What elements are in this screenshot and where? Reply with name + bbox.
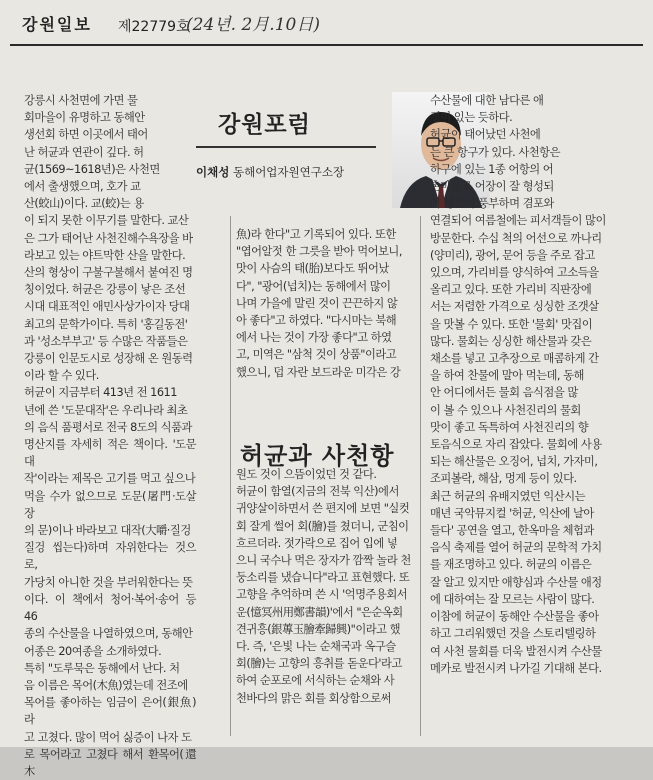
handwritten-date: (24년. 2月.10日)	[186, 15, 320, 35]
author-name: 이채성	[196, 165, 230, 179]
issue-number: 제22779호	[118, 19, 190, 35]
forum-title: 강원포럼	[218, 111, 311, 138]
column-divider	[230, 216, 231, 736]
forum-rule	[196, 146, 376, 148]
article-headline: 허균과 사천항	[240, 441, 395, 470]
body-column-2-bottom: 원도 것이 으뜸이었던 것 같다. 허균이 함열(지금의 전북 익산)에서 귀양살이하면서 쓴 편지에 보면 "실컷 회 잘게 썰어 회(膾)를 쳤더니, 군침이 흐르더라. 젓가락으로 집어 입에 넣 으니 국수나 먹은 장자가 깜짝 놀라 천 둥소리를 냈습니다"라고 표현했다. 또 고향을 추억하며 쓴 시 '억명주용회서 운(憶冥州用鄭書韻)'에서 "은순옥회 견귀흥(銀蓴玉膾牽歸興)"이라고 했 다. 즉, '은빛 나는 순채국과 옥구슬 회(膾)는 고향의 흥취를 돋운다'라고 하여 순포로에 서식하는 순채와 사 천바다의 맑은 회를 회상함으로써	[236, 468, 411, 705]
masthead-paper-name: 강원일보	[22, 15, 92, 34]
body-column-2-top: 魚)라 한다"고 기록되어 있다. 또한 "엽어알젓 한 그릇을 받아 먹어보니, 맛이 사슴의 태(胎)보다도 뛰어났 다", "광어(넙치)는 동해에서 많이 나며 가을에 말린 것이 끈끈하지 않 아 좋다"고 하였다. "다시마는 북해 에서 나는 것이 가장 좋다"고 하였 고, 미역은 "삼척 것이 상품"이라고 했으니, 덥 자란 보드라운 미각은 강	[236, 228, 402, 379]
body-column-3: 수산물에 대한 남다른 애 정이 있는 듯하다. 허균이 태어났던 사천에 는 큰 항구가 있다. 사천항은 하구에 있는 1종 어항의 어 촌마을로 어장이 잘 형성되 어 생선이 풍부하며 겸포와 연결되어 여름철에는 피서객들이 많이 방문한다. 수십 척의 어선으로 까나리 (양미리), 광어, 문어 등을 주로 잡고 있으며, 가리비를 양식하여 고소득을 올리고 있다. 또한 가리비 직판장에 서는 저렴한 가격으로 싱싱한 조갯살 을 맛볼 수 있다. 또한 '물회' 맛집이 많다. 물회는 싱싱한 해산물과 갖은 채소를 넣고 고추장으로 매콤하게 간 을 하여 찬물에 말아 먹는데, 동해 안 어디에서든 물회 음식점을 많 이 볼 수 있으나 사천진리의 물회 맛이 좋고 독특하여 사천진리의 향 토음식으로 자리 잡았다. 물회에 사용 되는 해산물은 오징어, 넙치, 가자미, 조피볼락, 해삼, 멍게 등이 있다. 최근 허균의 유배지였던 익산시는 매년 국악뮤지컬 '허균, 익산에 날아 들다' 공연을 열고, 한옥마을 체험과 음식 축제를 열어 허균의 문학적 가치 를 재조명하고 있다. 허균의 이름은 잘 알고 있지만 애향심과 수산물 애정 에 대하여는 잘 모르는 사람이 많다. 이참에 허균이 동해안 수산물을 좋아 하고 그리워했던 것을 스토리텔링하 여 사천 물회를 더욱 발전시켜 수산물 메카로 발전시켜 나가길 기대해 본다.	[430, 94, 606, 675]
header-rule	[10, 44, 643, 46]
body-column-1: 강릉시 사천면에 가면 물 회마을이 유명하고 동해안 생선회 하면 이곳에서 태어 난 허균과 연관이 깊다. 허 균(1569~1618년)은 사천면 에서 출생했으며, 호가 교 산(蛟山)이다. 교(蛟)는 용 이 되지 못한 이무기를 말한다. 교산 은 그가 태어난 사천진해수욕장을 바 라보고 있는 야트막한 산을 말한다. 산의 형상이 구불구불해서 붙여진 명 칭이었다. 허균은 강릉이 낳은 조선 시대 대표적인 애민사상가이자 당대 최고의 문학가이다. 특히 '홍길동전' 과 '성소부부고' 등 수많은 작품들은 강릉이 인문도시로 성장해 온 원동력 이라 할 수 있다. 허균이 지금부터 413년 전 1611 년에 쓴 '도문대작'은 우리나라 최초 의 음식 품평서로 전국 8도의 식품과 명산지를 자세히 적은 책이다. '도문대 작'이라는 제목은 고기를 먹고 싶으나 먹을 수가 없으므로 도문(屠門·도살장 의 문)이나 바라보고 대작(大嚼·질겅 질겅 씹는다)하며 자위한다는 것으로, 가당치 아니한 것을 부러워한다는 뜻 이다. 이 책에서 청어·복어·송어 등 46 종의 수산물을 나열하였으며, 동해안 어종은 20여종을 소개하였다. 특히 "도루묵은 동해에서 난다. 처 음 이름은 목어(木魚)였는데 전조에 목어를 좋아하는 임금이 은어(銀魚)라 고 고쳤다. 많이 먹어 싫증이 나자 도 로 목어라고 고쳤다 해서 환목어(還木	[24, 94, 196, 778]
author-byline	[196, 164, 344, 180]
author-role: 동해어업자원연구소장	[232, 165, 345, 179]
column-divider	[420, 216, 421, 736]
